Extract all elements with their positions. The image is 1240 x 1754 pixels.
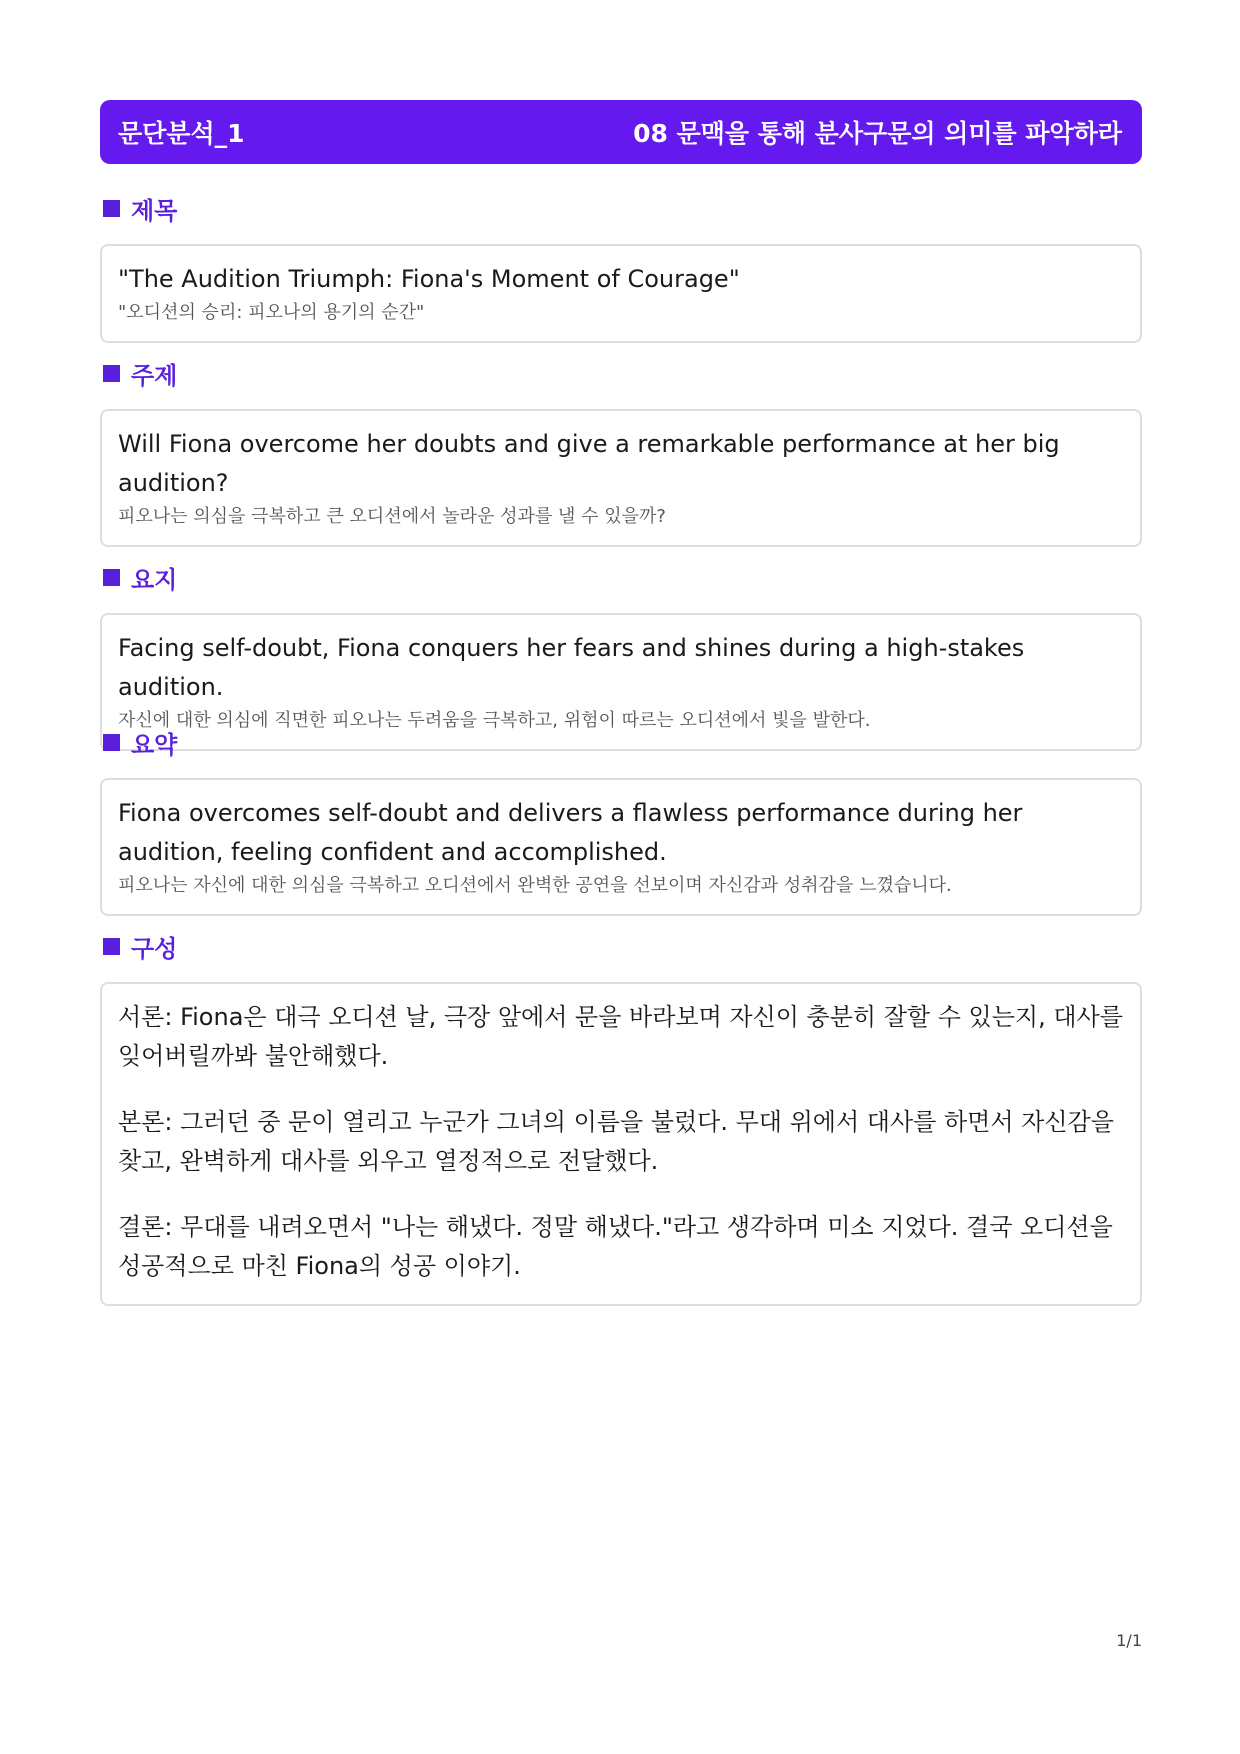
gist-korean: 자신에 대한 의심에 직면한 피오나는 두려움을 극복하고, 위험이 따르는 오디션에서 빛을 발한다. [118,710,871,731]
structure-conclusion: 결론: 무대를 내려오면서 "나는 해냈다. 정말 해냈다."라고 생각하며 미소 지었다. 결국 오디션을 성공적으로 마친 Fiona의 성공 이야기. [118,1213,1113,1280]
section-heading-label: 구성 [131,934,178,963]
title-card [100,244,1142,343]
section-heading [100,929,1142,963]
title-korean: "오디션의 승리: 피오나의 용기의 순간" [118,302,425,323]
summary-english: Fiona overcomes self-doubt and delivers a flawless performance during her audition, feeling confident and accomplished. [118,799,1023,866]
structure-body: 본론: 그러던 중 문이 열리고 누군가 그녀의 이름을 불렀다. 무대 위에서 대사를 하면서 자신감을 찾고, 완벽하게 대사를 외우고 열정적으로 전달했다. [118,1108,1114,1175]
section-heading-label: 요약 [131,730,178,759]
summary-korean: 피오나는 자신에 대한 의심을 극복하고 오디션에서 완벽한 공연을 선보이며 자신감과 성취감을 느꼈습니다. [118,875,952,896]
summary-card [100,778,1142,916]
page-number: 1/1 [1116,1631,1142,1650]
section-heading [100,356,1142,390]
square-bullet-icon [103,569,120,586]
structure-card [100,982,1142,1306]
topic-english: Will Fiona overcome her doubts and give a remarkable performance at her big audition? [118,430,1060,497]
topic-card [100,409,1142,547]
title-english: "The Audition Triumph: Fiona's Moment of Courage" [118,265,740,293]
square-bullet-icon [103,938,120,955]
square-bullet-icon [103,200,120,217]
structure-section [100,929,1142,1306]
header-bar [100,100,1142,164]
square-bullet-icon [103,734,120,751]
section-heading [100,191,1142,225]
gist-english: Facing self-doubt, Fiona conquers her fears and shines during a high-stakes audition. [118,634,1025,701]
section-heading-label: 제목 [131,196,178,225]
summary-section [100,725,1142,916]
title-section [100,191,1142,343]
square-bullet-icon [103,365,120,382]
topic-korean: 피오나는 의심을 극복하고 큰 오디션에서 놀라운 성과를 낼 수 있을까? [118,506,666,527]
section-heading-label: 주제 [131,361,178,390]
topic-section [100,356,1142,547]
structure-intro: 서론: Fiona은 대극 오디션 날, 극장 앞에서 문을 바라보며 자신이 충분히 잘할 수 있는지, 대사를 잊어버릴까봐 불안해했다. [118,1003,1123,1070]
header-right-title: 08 문맥을 통해 분사구문의 의미를 파악하라 [633,119,1122,148]
section-heading [100,560,1142,594]
section-heading-label: 요지 [131,565,178,594]
gist-section [100,560,1142,751]
section-heading [100,725,1142,759]
header-left-title: 문단분석_1 [118,119,245,148]
